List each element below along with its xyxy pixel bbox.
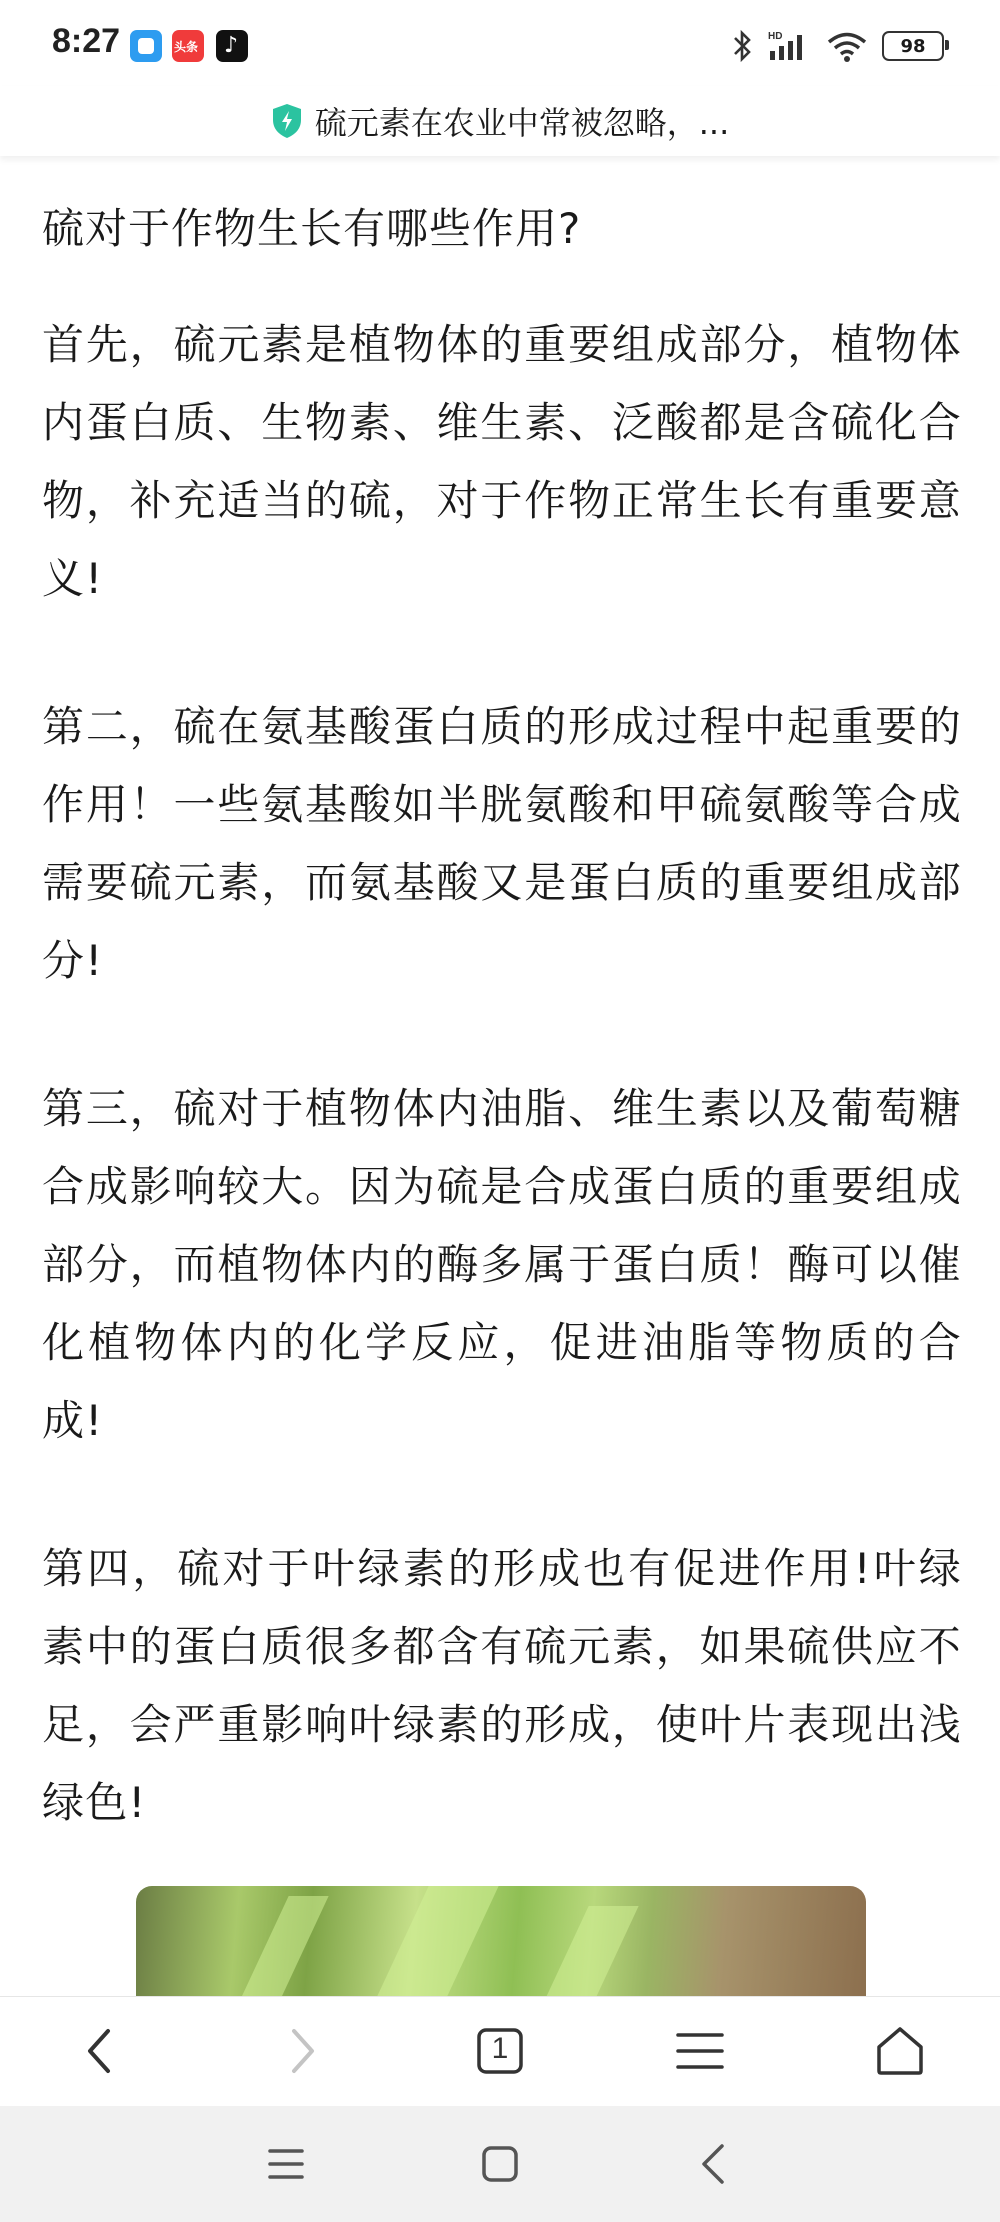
battery-indicator [882,31,944,61]
square-home-icon [480,2144,520,2184]
article-paragraph: 第四，硫对于叶绿素的形成也有促进作用!叶绿素中的蛋白质很多都含有硫元素，如果硫供应不足，会严重影响叶绿素的形成，使叶片表现出浅绿色! [42,1544,962,1827]
tiktok-app-icon: ♪ [216,30,248,62]
wifi-icon [826,29,868,63]
system-recents-button[interactable] [258,2136,314,2192]
article-image[interactable] [136,1886,866,2006]
toutiao-app-icon [172,30,204,62]
back-arrow-icon [696,2142,732,2186]
article-paragraph: 首先，硫元素是植物体的重要组成部分，植物体内蛋白质、生物素、维生素、泛酸都是含硫化合物，补充适当的硫，对于作物正常生长有重要意义! [42,320,962,603]
menu-icon [675,2029,725,2073]
page-title-bar[interactable] [0,86,1000,156]
back-button[interactable] [70,2021,130,2081]
forward-button[interactable] [272,2021,332,2081]
home-icon [874,2025,926,2077]
bluetooth-icon [732,29,754,63]
browser-toolbar [0,1996,1000,2107]
system-back-button[interactable] [686,2136,742,2192]
tabs-button[interactable] [470,2021,530,2081]
status-icons [732,28,944,64]
svg-text:HD: HD [768,31,783,42]
menu-button[interactable] [670,2021,730,2081]
signal-icon [768,29,812,63]
page-title: 硫元素在农业中常被忽略，... [314,104,730,142]
battery-level: 98 [900,35,926,57]
home-button[interactable] [870,2021,930,2081]
notification-app-icon [130,30,162,62]
system-navigation-bar [0,2106,1000,2222]
chevron-left-icon [80,2026,120,2076]
recents-menu-icon [266,2146,306,2182]
article-paragraph: 第三，硫对于植物体内油脂、维生素以及葡萄糖合成影响较大。因为硫是合成蛋白质的重要组成部分，而植物体内的酶多属于蛋白质！酶可以催化植物体内的化学反应，促进油脂等物质的合成! [42,1084,962,1445]
article-heading: 硫对于作物生长有哪些作用? [42,204,582,253]
security-shield-icon [271,103,303,139]
system-home-button[interactable] [472,2136,528,2192]
article-paragraph: 第二，硫在氨基酸蛋白质的形成过程中起重要的作用！一些氨基酸如半胱氨酸和甲硫氨酸等合成需要硫元素，而氨基酸又是蛋白质的重要组成部分! [42,702,962,985]
status-time: 8:27 [52,22,121,60]
article-content [42,190,962,1912]
status-bar [0,0,1000,90]
chevron-right-icon [282,2026,322,2076]
toutiao-badge-text: 头条 [174,40,199,54]
tabs-count: 1 [491,2032,509,2065]
